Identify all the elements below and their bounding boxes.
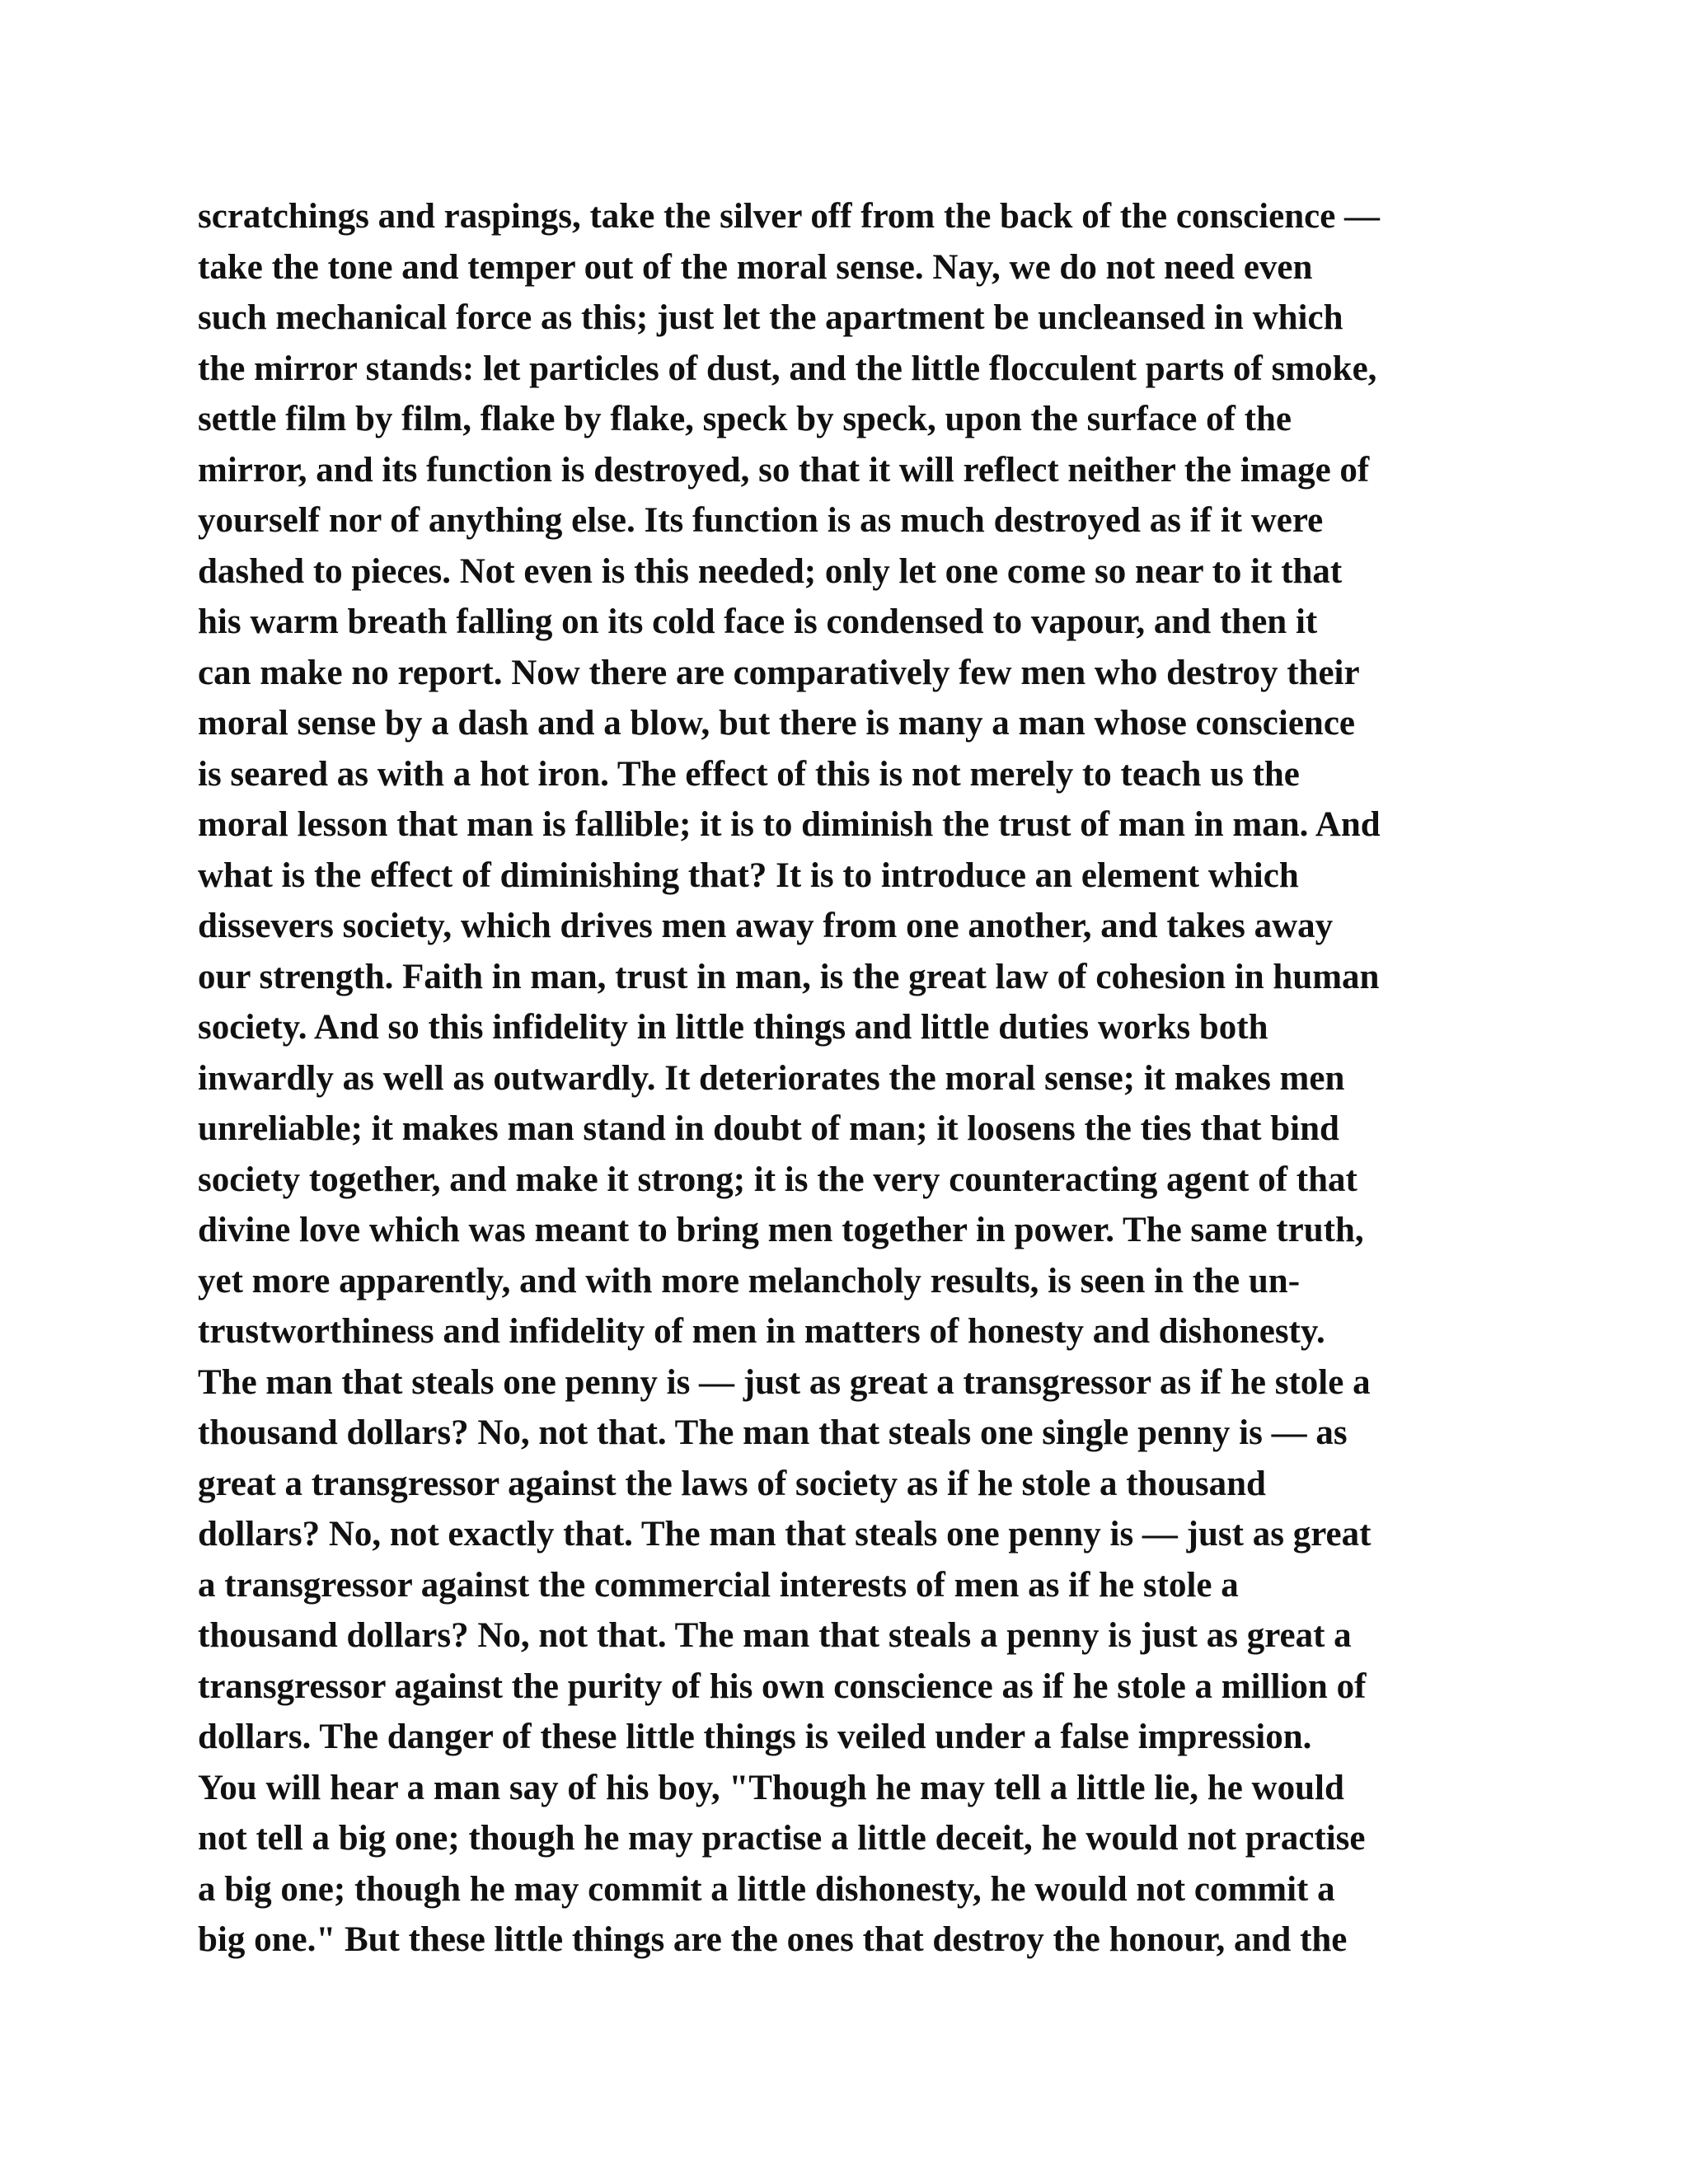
text-line: can make no report. Now there are comparatively few men who destroy their xyxy=(198,653,1360,692)
text-line: divine love which was meant to bring men together in power. The same truth, xyxy=(198,1211,1364,1249)
text-line: not tell a big one; though he may practise a little deceit, he would not practise xyxy=(198,1819,1366,1858)
text-line: dashed to pieces. Not even is this needed; only let one come so near to it that xyxy=(198,551,1343,591)
text-line: society. And so this infidelity in little things and little duties works both xyxy=(198,1008,1268,1047)
text-line: dollars. The danger of these little things is veiled under a false impression. xyxy=(198,1718,1312,1756)
text-line: great a transgressor against the laws of society as if he stole a thousand xyxy=(198,1464,1266,1503)
text-line: moral sense by a dash and a blow, but there is many a man whose conscience xyxy=(198,704,1355,743)
body-text xyxy=(198,191,1533,1966)
text-line: what is the effect of diminishing that? It is to introduce an element which xyxy=(198,855,1299,895)
text-line: yet more apparently, and with more melancholy results, is seen in the un- xyxy=(198,1261,1301,1301)
text-line: take the tone and temper out of the moral sense. Nay, we do not need even xyxy=(198,247,1313,287)
text-line: big one." But these little things are the ones that destroy the honour, and the xyxy=(198,1920,1348,1959)
text-line: dollars? No, not exactly that. The man that steals one penny is — just as great xyxy=(198,1515,1372,1554)
text-line: You will hear a man say of his boy, "Though he may tell a little lie, he would xyxy=(198,1768,1344,1807)
text-line: unreliable; it makes man stand in doubt of man; it loosens the ties that bind xyxy=(198,1109,1339,1148)
text-line: a big one; though he may commit a little dishonesty, he would not commit a xyxy=(198,1869,1335,1909)
text-line: his warm breath falling on its cold face is condensed to vapour, and then it xyxy=(198,602,1318,641)
text-line: our strength. Faith in man, trust in man, is the great law of cohesion in human xyxy=(198,957,1380,996)
text-line: dissevers society, which drives men away from one another, and takes away xyxy=(198,907,1334,945)
text-line: such mechanical force as this; just let the apartment be uncleansed in which xyxy=(198,298,1343,337)
text-line: is seared as with a hot iron. The effect of this is not merely to teach us the xyxy=(198,754,1300,794)
text-line: mirror, and its function is destroyed, so that it will reflect neither the image of xyxy=(198,450,1370,490)
text-line: yourself nor of anything else. Its function is as much destroyed as if it were xyxy=(198,501,1324,540)
text-line: thousand dollars? No, not that. The man that steals a penny is just as great a xyxy=(198,1616,1352,1655)
text-line: moral lesson that man is fallible; it is to diminish the trust of man in man. And xyxy=(198,805,1381,844)
text-line: thousand dollars? No, not that. The man that steals one single penny is — as xyxy=(198,1413,1348,1452)
text-line: scratchings and raspings, take the silver off from the back of the conscience — xyxy=(198,197,1381,236)
text-line: The man that steals one penny is — just as great a transgressor as if he stole a xyxy=(198,1362,1371,1402)
text-line: a transgressor against the commercial interests of men as if he stole a xyxy=(198,1565,1239,1605)
text-line: inwardly as well as outwardly. It deteriorates the moral sense; it makes men xyxy=(198,1058,1345,1098)
text-line: trustworthiness and infidelity of men in matters of honesty and dishonesty. xyxy=(198,1312,1325,1351)
text-line: society together, and make it strong; it is the very counteracting agent of that xyxy=(198,1160,1357,1199)
text-line: the mirror stands: let particles of dust, and the little flocculent parts of smoke, xyxy=(198,349,1377,388)
text-line: settle film by film, flake by flake, speck by speck, upon the surface of the xyxy=(198,400,1292,438)
text-line: transgressor against the purity of his own conscience as if he stole a million of xyxy=(198,1666,1367,1706)
